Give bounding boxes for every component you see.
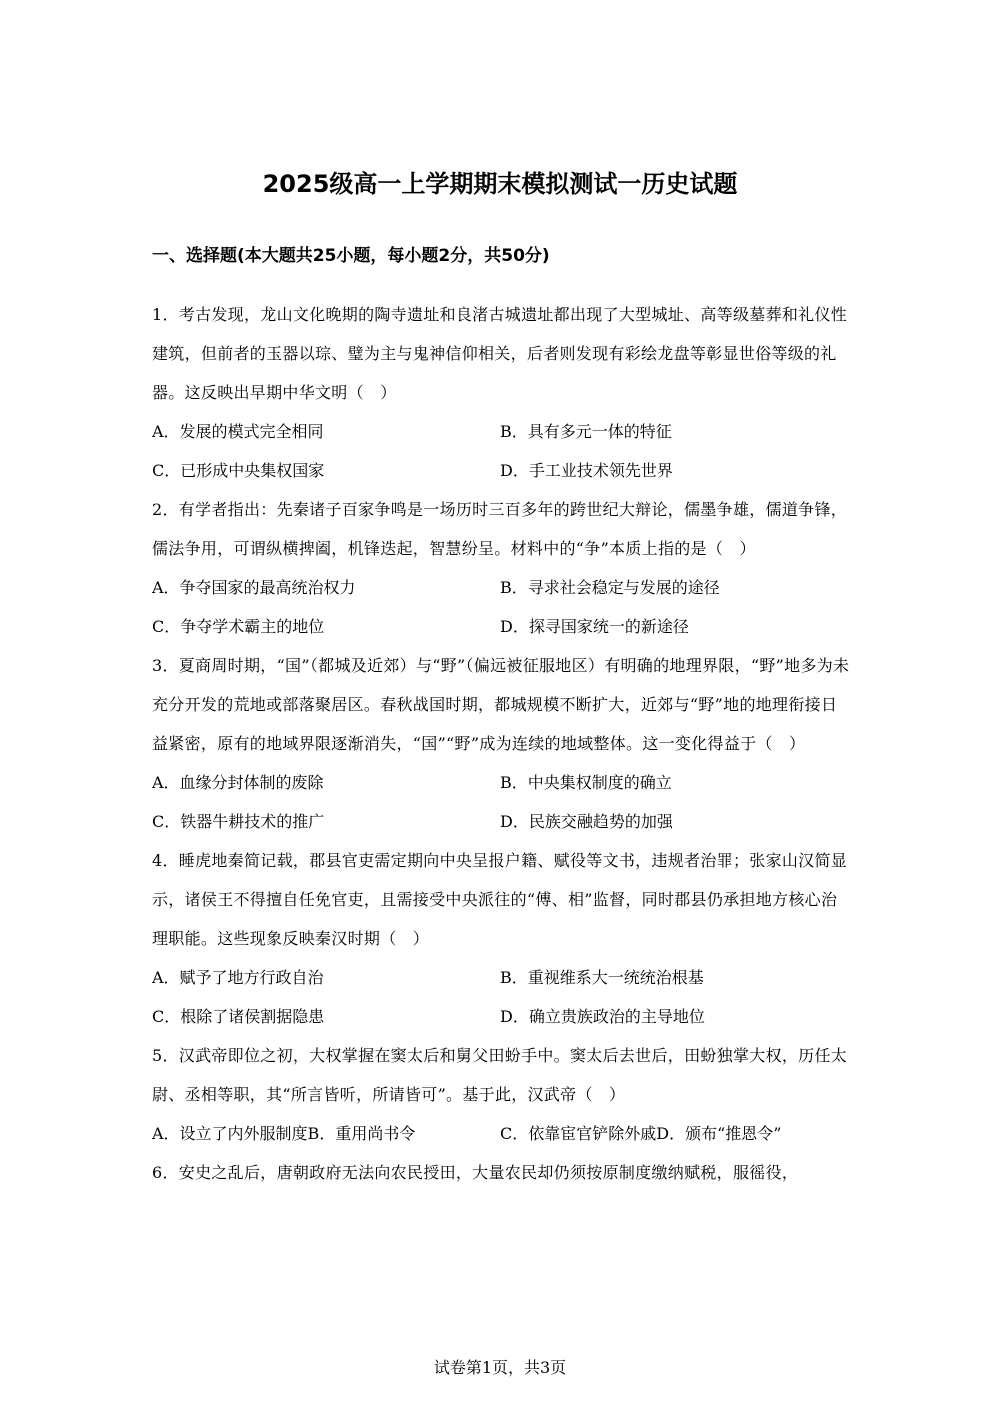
option-group bbox=[152, 763, 852, 841]
section-heading: 一、选择题(本大题共25小题，每小题2分，共50分) bbox=[152, 246, 550, 266]
option-a: A．争夺国家的最高统治权力 bbox=[152, 578, 356, 597]
option-d: D．民族交融趋势的加强 bbox=[500, 812, 673, 831]
option-b: B．寻求社会稳定与发展的途径 bbox=[500, 578, 720, 597]
option-a: A．赋予了地方行政自治 bbox=[152, 968, 324, 987]
option-d: D．手工业技术领先世界 bbox=[500, 461, 673, 480]
option-a-b: A．设立了内外服制度B．重用尚书令 bbox=[152, 1124, 416, 1143]
option-c: C．根除了诸侯割据隐患 bbox=[152, 1007, 325, 1026]
option-a: A．发展的模式完全相同 bbox=[152, 422, 324, 441]
option-b: B．中央集权制度的确立 bbox=[500, 773, 672, 792]
option-a: A．血缘分封体制的废除 bbox=[152, 773, 324, 792]
question-4 bbox=[152, 841, 852, 1036]
option-group bbox=[152, 412, 852, 490]
option-d: D．确立贵族政治的主导地位 bbox=[500, 1007, 705, 1026]
option-b: B．重视维系大一统统治根基 bbox=[500, 968, 704, 987]
question-stem: 4．睡虎地秦简记载，郡县官吏需定期向中央呈报户籍、赋役等文书，违规者治罪；张家山汉简显示，诸侯王不得擅自任免官吏，且需接受中央派往的“傅、相”监督，同时郡县仍承担地方核心治理职能。这些现象反映秦汉时期（ ） bbox=[152, 851, 848, 948]
option-b: B．具有多元一体的特征 bbox=[500, 422, 672, 441]
option-group bbox=[152, 568, 852, 646]
question-stem: 3．夏商周时期，“国”（都城及近郊）与“野”（偏远被征服地区）有明确的地理界限，“野”地多为未充分开发的荒地或部落聚居区。春秋战国时期，都城规模不断扩大，近郊与“野”地的地理衔接日益紧密，原有的地域界限逐渐消失，“国”“野”成为连续的地域整体。这一变化得益于（ ） bbox=[152, 656, 850, 753]
page-title: 2025级高一上学期期末模拟测试一历史试题 bbox=[262, 170, 738, 198]
question-6 bbox=[152, 1153, 852, 1192]
question-stem: 5．汉武帝即位之初，大权掌握在窦太后和舅父田蚡手中。窦太后去世后，田蚡独掌大权，历任太尉、丞相等职，其“所言皆听，所请皆可”。基于此，汉武帝（ ） bbox=[152, 1046, 848, 1104]
question-5 bbox=[152, 1036, 852, 1153]
option-c: C．已形成中央集权国家 bbox=[152, 461, 325, 480]
question-3 bbox=[152, 646, 852, 841]
option-d: D．探寻国家统一的新途径 bbox=[500, 617, 689, 636]
option-c: C．铁器牛耕技术的推广 bbox=[152, 812, 325, 831]
page-footer: 试卷第1页，共3页 bbox=[433, 1358, 567, 1377]
question-stem: 6．安史之乱后，唐朝政府无法向农民授田，大量农民却仍须按原制度缴纳赋税，服徭役， bbox=[152, 1163, 799, 1182]
option-c-d: C．依靠宦官铲除外戚D．颁布“推恩令” bbox=[500, 1124, 782, 1143]
option-group bbox=[152, 1114, 852, 1153]
option-group bbox=[152, 958, 852, 1036]
question-1 bbox=[152, 295, 852, 490]
question-stem: 1．考古发现，龙山文化晚期的陶寺遗址和良渚古城遗址都出现了大型城址、高等级墓葬和礼仪性建筑，但前者的玉器以琮、璧为主与鬼神信仰相关，后者则发现有彩绘龙盘等彰显世俗等级的礼器。这反映出早期中华文明（ ） bbox=[152, 305, 848, 402]
question-list bbox=[152, 295, 852, 1192]
option-c: C．争夺学术霸主的地位 bbox=[152, 617, 325, 636]
question-2 bbox=[152, 490, 852, 646]
question-stem: 2．有学者指出：先秦诸子百家争鸣是一场历时三百多年的跨世纪大辩论，儒墨争雄，儒道争锋，儒法争用，可谓纵横捭阖，机锋迭起，智慧纷呈。材料中的“争”本质上指的是（ ） bbox=[152, 500, 848, 558]
